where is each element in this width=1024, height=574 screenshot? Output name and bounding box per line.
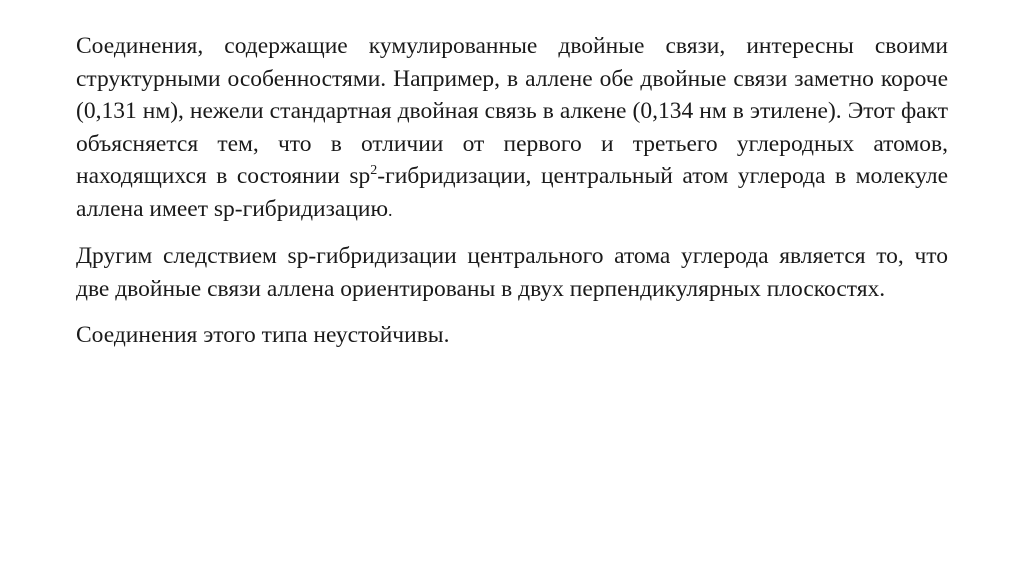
paragraph-1-text-start: Соединения, содержащие кумулированные двойные связи, интересны своими структурными особенностями. Например, в аллене обе двойные связи заметно короче (0,131 нм), нежели стандартная двойная связь в алкене (0,134 нм в этилене). Этот факт объясняется тем, что в отличии от первого и третьего углеродных атомов, находящихся в состоянии sp <box>76 33 948 189</box>
paragraph-1-period: . <box>388 199 393 220</box>
paragraph-allene-structure <box>76 30 948 226</box>
paragraph-instability: Соединения этого типа неустойчивы. <box>76 322 450 348</box>
paragraph-perpendicular-planes: Другим следствием sp-гибридизации центрального атома углерода является то, что две двойные связи аллена ориентированы в двух перпендикулярных плоскостях. <box>76 243 948 302</box>
paragraph-1-text-end: -гибридизации, центральный атом углерода в молекуле аллена имеет sp-гибридизацию <box>76 163 948 222</box>
hybridization-superscript: 2 <box>370 163 378 178</box>
